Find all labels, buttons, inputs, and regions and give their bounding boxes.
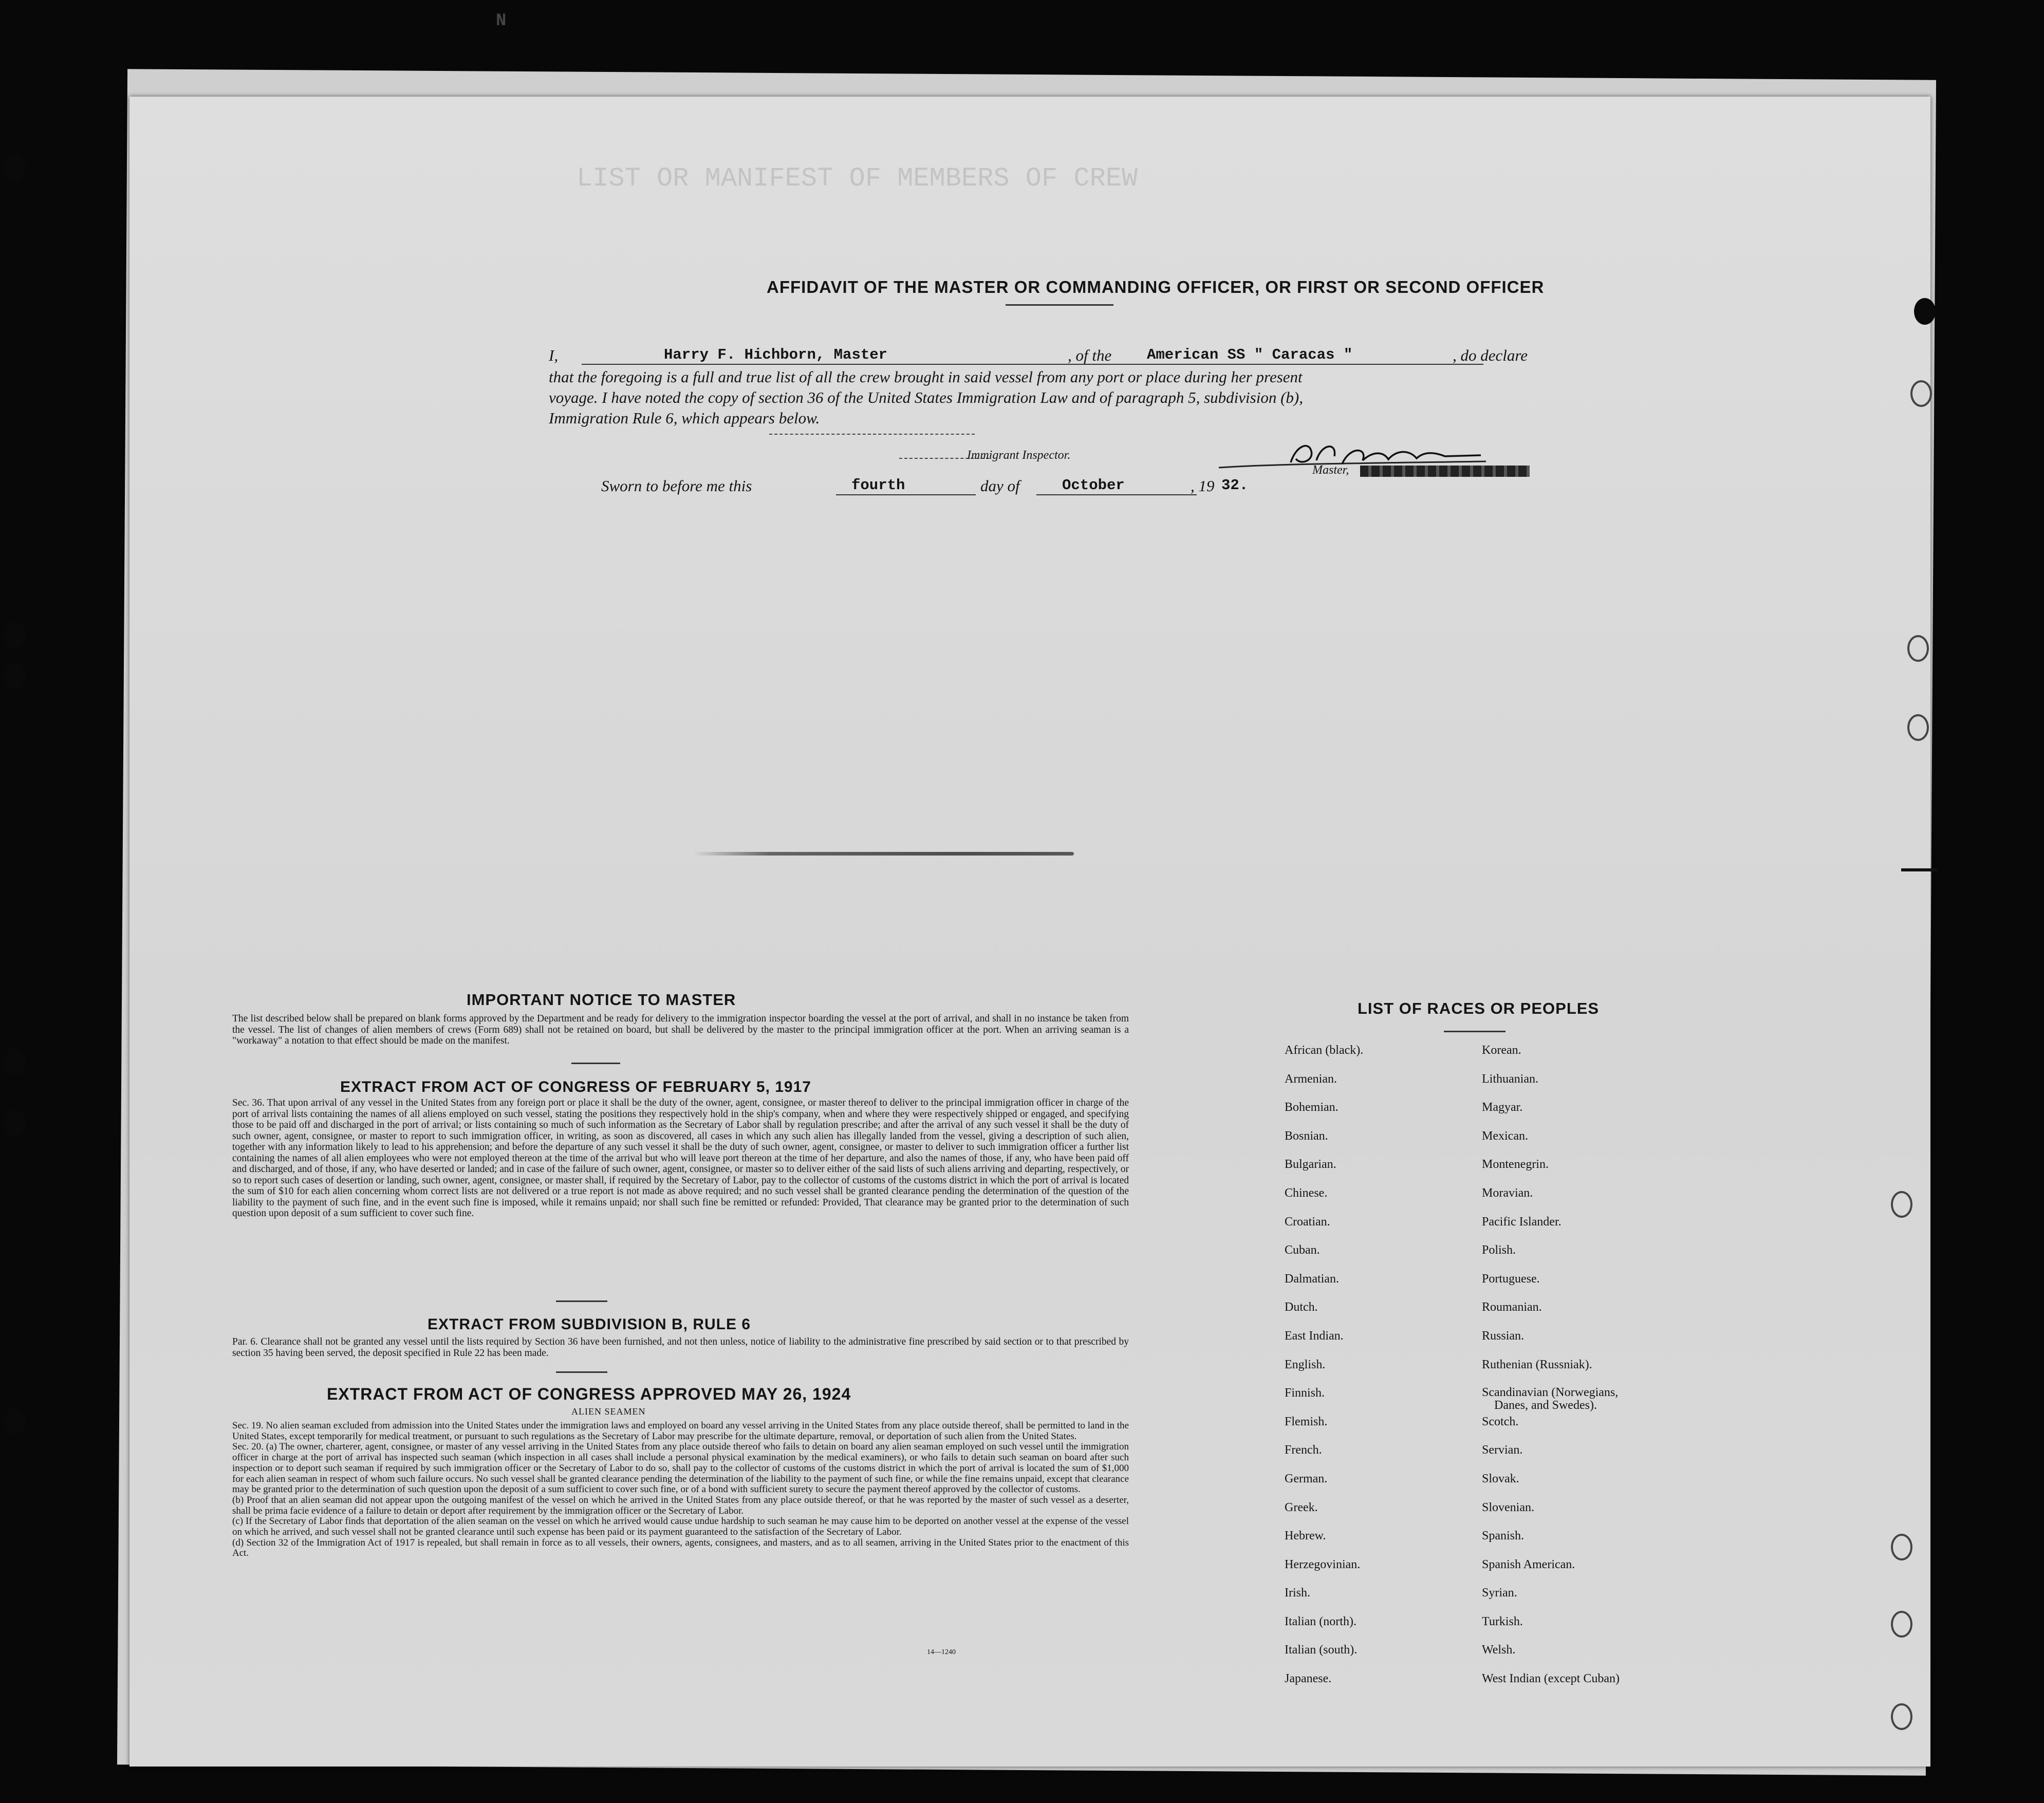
race-item: Moravian. (1482, 1186, 1533, 1200)
race-item: Polish. (1482, 1243, 1516, 1257)
punch-hole (1891, 1191, 1912, 1218)
race-item: Turkish. (1482, 1614, 1523, 1628)
race-item: Italian (south). (1285, 1643, 1358, 1657)
punch-hole (4, 622, 26, 648)
race-item: English. (1285, 1358, 1326, 1371)
race-item: Welsh. (1482, 1643, 1516, 1657)
day-of-label: day of (980, 477, 1020, 495)
races-rule (1444, 1031, 1506, 1032)
do-declare-label: , do declare (1453, 346, 1528, 364)
race-item: Ruthenian (Russniak). (1482, 1358, 1592, 1371)
punch-hole (1891, 1703, 1912, 1730)
race-item: Roumanian. (1482, 1300, 1542, 1314)
punch-hole (1907, 714, 1929, 741)
struck-title (1360, 466, 1530, 477)
rule6-text: Par. 6. Clearance shall not be granted any vessel until the lists required by Section 36 have been furnished, and not then unless, notice of liability to the administrative fine prescribed by said section or to that prescribed by section 35 having been served, the deposit specified in Rule 22 has been made. (232, 1336, 1129, 1359)
race-item: Flemish. (1285, 1415, 1328, 1428)
race-item: Spanish American. (1482, 1557, 1575, 1571)
master-name: Harry F. Hichborn, Master (664, 346, 888, 363)
punch-hole (1910, 380, 1932, 407)
punch-hole (4, 1110, 26, 1137)
title-rule (1006, 304, 1113, 306)
race-item: Slovak. (1482, 1472, 1519, 1485)
extract1917-rule (556, 1300, 607, 1302)
race-item: Russian. (1482, 1329, 1525, 1343)
race-item: Korean. (1482, 1044, 1521, 1057)
race-item: Montenegrin. (1482, 1158, 1549, 1172)
race-item: Scotch. (1482, 1415, 1519, 1428)
inspector-dotted-top (769, 434, 975, 435)
form-number: 14—1240 (927, 1648, 956, 1656)
affidavit-line4: Immigration Rule 6, which appears below. (549, 409, 820, 427)
year-prefix: , 19 (1191, 477, 1215, 495)
race-item: Magyar. (1482, 1101, 1523, 1114)
race-item: West Indian (except Cuban) (1482, 1672, 1620, 1686)
races-right-column (1482, 1044, 1620, 1701)
extract1917-text: Sec. 36. That upon arrival of any vessel in the United States from any foreign port or place it shall be the duty of the owner, agent, consignee, or master thereof to deliver to the principal immigration officer in charge of the port of arrival lists containing the names of all aliens employed on such vessel, stating the positions they respectively hold in the ship's company, when and where they were respectively shipped or engaged, and specifying those to be paid off and discharged in the port of arrival; or lists containing so much of such information as the Secretary of Labor shall by regulation prescribe; and after the arrival of any such vessel it shall be the duty of such owner, agent, consignee, or master to report to such immigration officer, in writing, as soon as discovered, all cases in which any such alien has illegally landed from the vessel, giving a description of such alien, together with any information likely to lead to his apprehension; and before the departure of any such vessel it shall be the duty of such owner, agent, consignee, or master to deliver to such immigration officer a further list containing the names of all alien employees who were not employed thereon at the time of the arrival but who will leave port thereon at the time of her departure, and also the names of those, if any, who have been paid off and discharged, and of those, if any, who have deserted or landed; and in case of the failure of such owner, agent, consignee, or master so to deliver either of the said lists of such aliens arriving and departing, respectively, or so to report such cases of desertion or landing, such owner, agent, consignee, or master shall, if required by the Secretary of Labor, pay to the collector of customs of the customs district in which the port of arrival is located the sum of $10 for each alien concerning whom correct lists are not delivered or a true report is not made as above required; and no such vessel shall be granted clearance pending the determination of the question of the liability to the payment of such fine, and in the event such fine is imposed, while it remains unpaid; nor shall such fine be remitted or refunded: Provided, That clearance may be granted prior to the determination of such question upon deposit of a sum sufficient to cover such fine. (232, 1098, 1129, 1219)
race-item: Syrian. (1482, 1586, 1517, 1600)
race-item: Dalmatian. (1285, 1272, 1339, 1286)
inspector-label: Immigrant Inspector. (967, 449, 1071, 462)
ink-smudge (694, 852, 1074, 856)
race-item: Portuguese. (1482, 1272, 1540, 1286)
punch-hole (4, 663, 26, 690)
sworn-year: 32. (1221, 477, 1249, 494)
punch-hole (4, 154, 26, 181)
punch-hole (1891, 1611, 1912, 1638)
race-item: Pacific Islander. (1482, 1215, 1562, 1229)
sworn-month: October (1062, 477, 1125, 494)
race-item: Mexican. (1482, 1129, 1528, 1143)
races-left-column (1285, 1044, 1363, 1701)
race-item: Italian (north). (1285, 1614, 1357, 1628)
signature-caption: Master, (1312, 463, 1349, 477)
race-item: Herzegovinian. (1285, 1557, 1361, 1571)
rule6-title: EXTRACT FROM SUBDIVISION B, RULE 6 (428, 1316, 751, 1333)
race-item: French. (1285, 1443, 1322, 1457)
race-item: Lithuanian. (1482, 1072, 1538, 1086)
race-item: Croatian. (1285, 1215, 1330, 1229)
race-item: Slovenian. (1482, 1500, 1534, 1514)
sworn-day: fourth (851, 477, 905, 494)
notice-rule (571, 1063, 620, 1064)
punch-hole (1907, 635, 1929, 662)
corner-mark: N (496, 11, 507, 31)
rule6-rule (556, 1371, 607, 1373)
race-item: Greek. (1285, 1500, 1318, 1514)
extract1924-title: EXTRACT FROM ACT OF CONGRESS APPROVED MAY 26, 1924 (327, 1385, 851, 1403)
race-item: Chinese. (1285, 1186, 1328, 1200)
punch-hole (1914, 298, 1936, 325)
race-item: African (black). (1285, 1044, 1364, 1057)
affidavit-line2: that the foregoing is a full and true list of all the crew brought in said vessel from any port or place during her present (549, 368, 1303, 386)
sworn-prefix: Sworn to before me this (601, 477, 752, 495)
of-the-label: , of the (1068, 346, 1112, 364)
race-item: Bulgarian. (1285, 1158, 1336, 1172)
race-item: Bohemian. (1285, 1101, 1339, 1114)
affidavit-i: I, (549, 346, 559, 364)
document-sheet (129, 97, 1930, 1767)
races-title: LIST OF RACES OR PEOPLES (1358, 999, 1600, 1017)
race-item: Cuban. (1285, 1243, 1320, 1257)
race-item: Japanese. (1285, 1672, 1332, 1686)
race-item: Dutch. (1285, 1300, 1318, 1314)
edge-tick (1901, 868, 1937, 871)
race-item: East Indian. (1285, 1329, 1344, 1343)
extract1917-title: EXTRACT FROM ACT OF CONGRESS OF FEBRUARY 5, 1917 (340, 1079, 811, 1095)
notice-title: IMPORTANT NOTICE TO MASTER (467, 991, 736, 1009)
race-item: Bosnian. (1285, 1129, 1328, 1143)
race-item: Irish. (1285, 1586, 1310, 1600)
extract1924-text: Sec. 19. No alien seaman excluded from admission into the United States under the immigration laws and employed on board any vessel arriving in the United States from any place outside thereof, shall be permitted to land in the United States, except temporarily for medical treatment, or pursuant to such regulations as the Secretary of Labor may prescribe for the ultimate departure, removal, or deportation of such alien from the United States. Sec. 20. (a) The owner, charterer, agent, consignee, or master of any vessel arriving in the United States from any place outside thereof who fails to detain on board any alien seaman employed on such vessel until the immigration officer in charge at the port of arrival has inspected such seaman (which inspection in all cases shall include a personal physical examination by the medical examiners), or who fails to detain such seaman on board after such inspection or to deport such seaman if required by such immigration officer or the Secretary of Labor to do so, shall pay to the collector of customs of the customs district in which the port of arrival is located the sum of $1,000 for each alien seaman in respect of whom such failure occurs. No such vessel shall be granted clearance pending the determination of the liability to the payment of such fine, or while the fine remains unpaid, except that clearance may be granted prior to the determination of such question upon the deposit of a sum sufficient to cover such fine, or of a bond with sufficient surety to secure the payment thereof approved by the collector of customs. (b) Proof that an alien seaman did not appear upon the outgoing manifest of the vessel on which he arrived in the United States from any place outside thereof, or that he was reported by the master of such vessel as a deserter, shall be prima facie evidence of a failure to detain or deport after requirement by the immigration officer or the Secretary of Labor. (c) If the Secretary of Labor finds that deportation of the alien seaman on the vessel on which he arrived would cause undue hardship to such seaman he may cause him to be deported on another vessel at the expense of the vessel on which he arrived, and such vessel shall not be granted clearance until such expense has been paid or its payment guaranteed to the satisfaction of the Secretary of Labor. (d) Section 32 of the Immigration Act of 1917 is repealed, but shall remain in force as to all vessels, their owners, agents, consignees, and masters, and as to all seamen, arriving in the United States prior to the enactment of this Act. (232, 1420, 1129, 1559)
race-item: German. (1285, 1472, 1328, 1485)
race-item: Scandinavian (Norwegians, Danes, and Swedes). (1482, 1386, 1619, 1412)
punch-hole (1891, 1534, 1912, 1560)
punch-hole (4, 1408, 26, 1435)
bleed-through: LIST OR MANIFEST OF MEMBERS OF CREW (577, 163, 1138, 194)
race-item: Servian. (1482, 1443, 1523, 1457)
race-item: Armenian. (1285, 1072, 1337, 1086)
punch-hole (4, 1048, 26, 1075)
vessel-name: American SS " Caracas " (1147, 346, 1353, 363)
notice-text: The list described below shall be prepared on blank forms approved by the Department and be ready for delivery to the immigration inspector boarding the vessel at the port of arrival, and shall in no instance be taken from the vessel. The list of changes of alien members of crews (Form 689) shall not be retained on board, but shall be delivered by the master to the principal immigration officer at the port. When an arriving seaman is a "workaway" a notation to that effect should be made on the manifest. (232, 1013, 1129, 1046)
extract1924-subtitle: ALIEN SEAMEN (571, 1406, 646, 1417)
race-item: Spanish. (1482, 1529, 1525, 1543)
race-item: Hebrew. (1285, 1529, 1326, 1543)
affidavit-line1 (549, 346, 558, 365)
affidavit-title: AFFIDAVIT OF THE MASTER OR COMMANDING OFFICER, OR FIRST OR SECOND OFFICER (767, 277, 1545, 296)
affidavit-line3: voyage. I have noted the copy of section 36 of the United States Immigration Law and of paragraph 5, subdivision (b), (549, 388, 1303, 406)
race-item: Finnish. (1285, 1386, 1325, 1400)
